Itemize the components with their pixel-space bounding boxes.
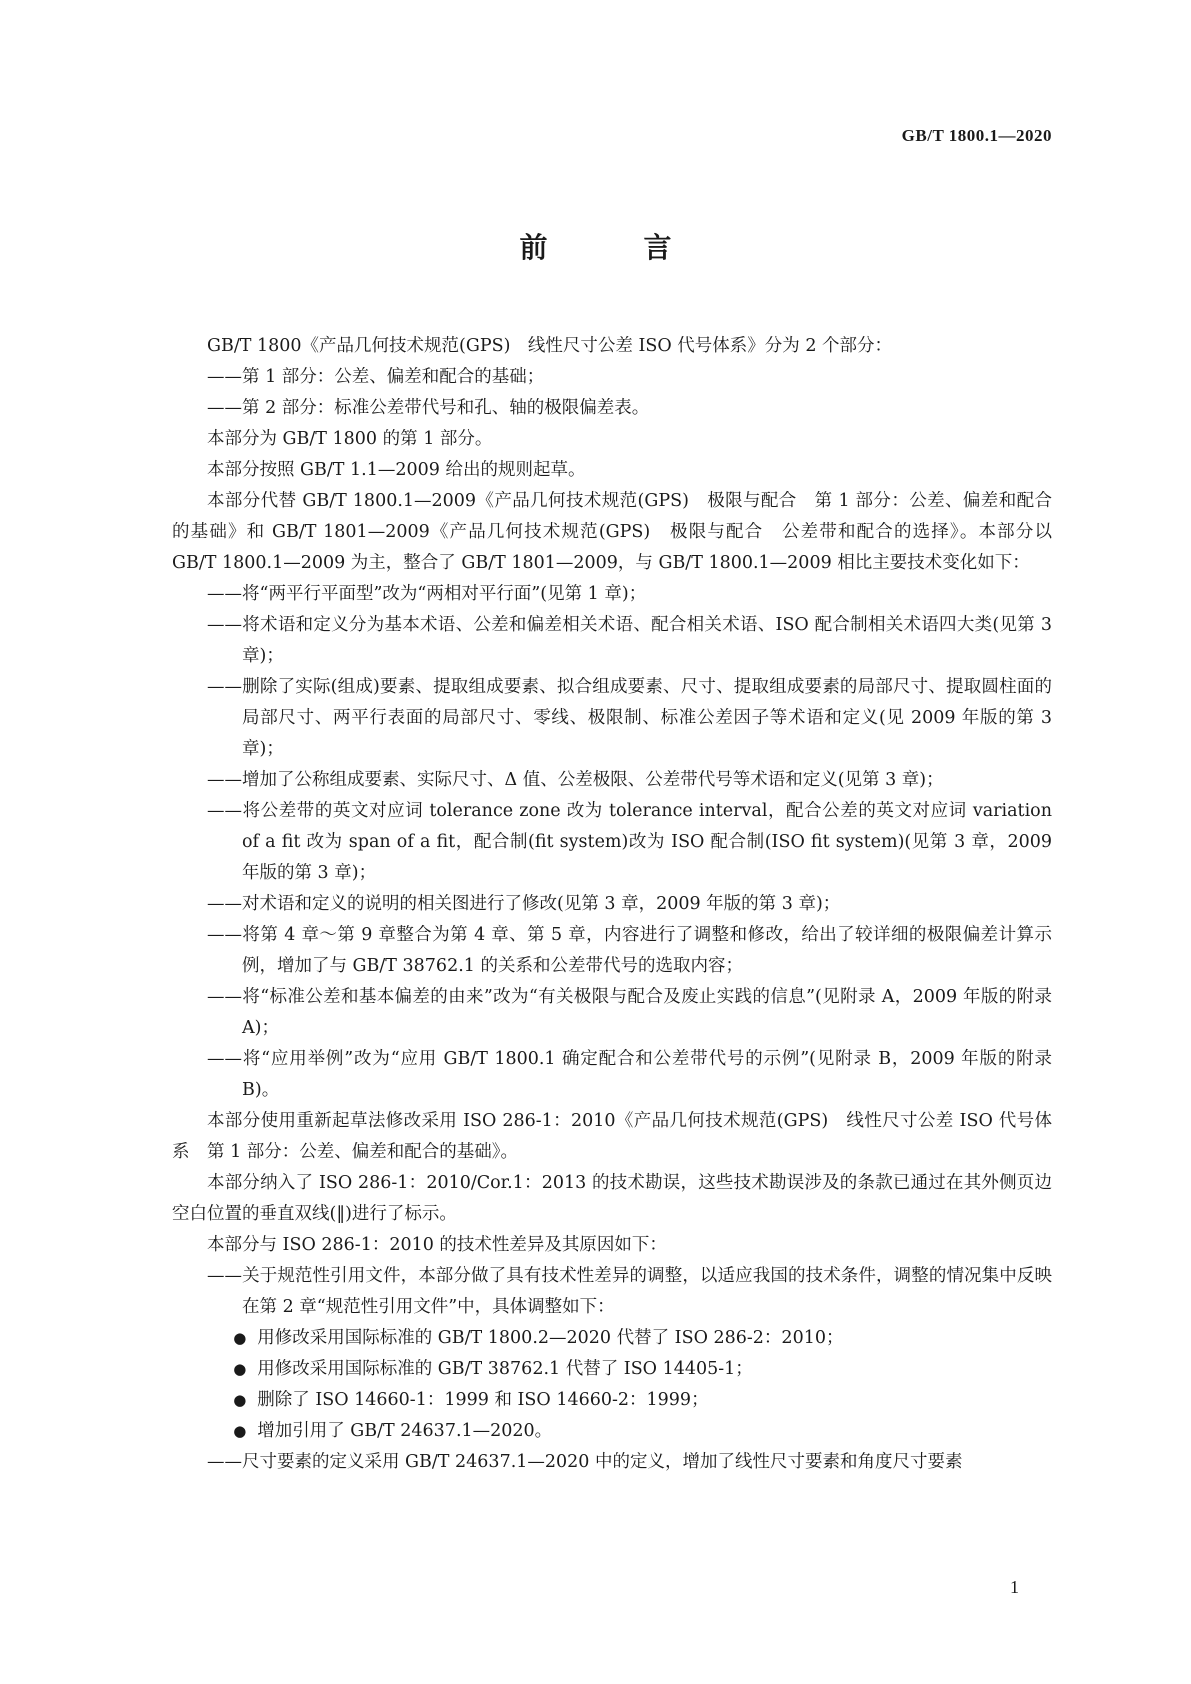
bullet-list-item — [172, 1416, 1052, 1447]
dash-list-item: ——将公差带的英文对应词 tolerance zone 改为 tolerance interval，配合公差的英文对应词 variation of a fit 改为 span of a fit，配合制(fit system)改为 ISO 配合制(ISO fit system)(见第 3 章，2009 年版的第 3 章)； — [207, 801, 1052, 883]
paragraph: 本部分代替 GB/T 1800.1—2009《产品几何技术规范(GPS) 极限与配合 第 1 部分：公差、偏差和配合的基础》和 GB/T 1801—2009《产品几何技术规范(GPS) 极限与配合 公差带和配合的选择》。本部分以 GB/T 1800.1—2009 为主，整合了 GB/T 1801—2009，与 GB/T 1800.1—2009 相比主要技术变化如下： — [172, 491, 1052, 573]
dash-list-item: ——将“两平行平面型”改为“两相对平行面”(见第 1 章)； — [207, 584, 647, 604]
bullet-icon: ● — [233, 1360, 247, 1378]
bullet-icon: ● — [233, 1391, 247, 1409]
dash-list-item: ——第 2 部分：标准公差带代号和孔、轴的极限偏差表。 — [207, 398, 650, 418]
dash-list-item: ——增加了公称组成要素、实际尺寸、Δ 值、公差极限、公差带代号等术语和定义(见第 3 章)； — [207, 770, 944, 790]
paragraph: 本部分与 ISO 286-1：2010 的技术性差异及其原因如下： — [207, 1235, 667, 1255]
paragraph: 本部分纳入了 ISO 286-1：2010/Cor.1：2013 的技术勘误，这些技术勘误涉及的条款已通过在其外侧页边空白位置的垂直双线(‖)进行了标示。 — [172, 1173, 1052, 1224]
bullet-text: 用修改采用国际标准的 GB/T 38762.1 代替了 ISO 14405-1； — [257, 1359, 753, 1379]
standard-code: GB/T 1800.1—2020 — [901, 126, 1052, 145]
dash-list-item: ——对术语和定义的说明的相关图进行了修改(见第 3 章，2009 年版的第 3 章)； — [207, 894, 841, 914]
bullet-list-item — [172, 1385, 1052, 1416]
paragraph: 本部分使用重新起草法修改采用 ISO 286-1：2010《产品几何技术规范(GPS) 线性尺寸公差 ISO 代号体系 第 1 部分：公差、偏差和配合的基础》。 — [172, 1111, 1052, 1162]
dash-list-item: ——删除了实际(组成)要素、提取组成要素、拟合组成要素、尺寸、提取组成要素的局部尺寸、提取圆柱面的局部尺寸、两平行表面的局部尺寸、零线、极限制、标准公差因子等术语和定义(见 2009 年版的第 3 章)； — [207, 677, 1052, 759]
bullet-text: 删除了 ISO 14660-1：1999 和 ISO 14660-2：1999； — [257, 1390, 709, 1410]
page-number: 1 — [1010, 1577, 1019, 1597]
dash-list-item: ——将术语和定义分为基本术语、公差和偏差相关术语、配合相关术语、ISO 配合制相关术语四大类(见第 3 章)； — [207, 615, 1052, 666]
bullet-text: 用修改采用国际标准的 GB/T 1800.2—2020 代替了 ISO 286-2：2010； — [257, 1328, 844, 1348]
dash-list-item: ——尺寸要素的定义采用 GB/T 24637.1—2020 中的定义，增加了线性尺寸要素和角度尺寸要素 — [207, 1452, 963, 1472]
bullet-list-item — [172, 1323, 1052, 1354]
paragraph: 本部分按照 GB/T 1.1—2009 给出的规则起草。 — [207, 460, 586, 480]
page-title: 前 言 — [519, 231, 706, 264]
dash-list-item: ——将第 4 章～第 9 章整合为第 4 章、第 5 章，内容进行了调整和修改，给出了较详细的极限偏差计算示例，增加了与 GB/T 38762.1 的关系和公差带代号的选取内容； — [207, 925, 1052, 976]
dash-list-item: ——关于规范性引用文件，本部分做了具有技术性差异的调整，以适应我国的技术条件，调整的情况集中反映在第 2 章“规范性引用文件”中，具体调整如下： — [207, 1266, 1052, 1317]
dash-list-item: ——将“应用举例”改为“应用 GB/T 1800.1 确定配合和公差带代号的示例”(见附录 B，2009 年版的附录 B)。 — [207, 1049, 1052, 1100]
dash-list-item: ——第 1 部分：公差、偏差和配合的基础； — [207, 367, 545, 387]
dash-list-item: ——将“标准公差和基本偏差的由来”改为“有关极限与配合及废止实践的信息”(见附录 A，2009 年版的附录 A)； — [207, 987, 1052, 1038]
bullet-list-item — [172, 1354, 1052, 1385]
preface-body — [172, 331, 1052, 1478]
bullet-icon: ● — [233, 1329, 247, 1347]
paragraph: 本部分为 GB/T 1800 的第 1 部分。 — [207, 429, 493, 449]
bullet-icon: ● — [233, 1422, 247, 1440]
bullet-text: 增加引用了 GB/T 24637.1—2020。 — [257, 1421, 553, 1441]
paragraph: GB/T 1800《产品几何技术规范(GPS) 线性尺寸公差 ISO 代号体系》分为 2 个部分： — [207, 336, 893, 356]
